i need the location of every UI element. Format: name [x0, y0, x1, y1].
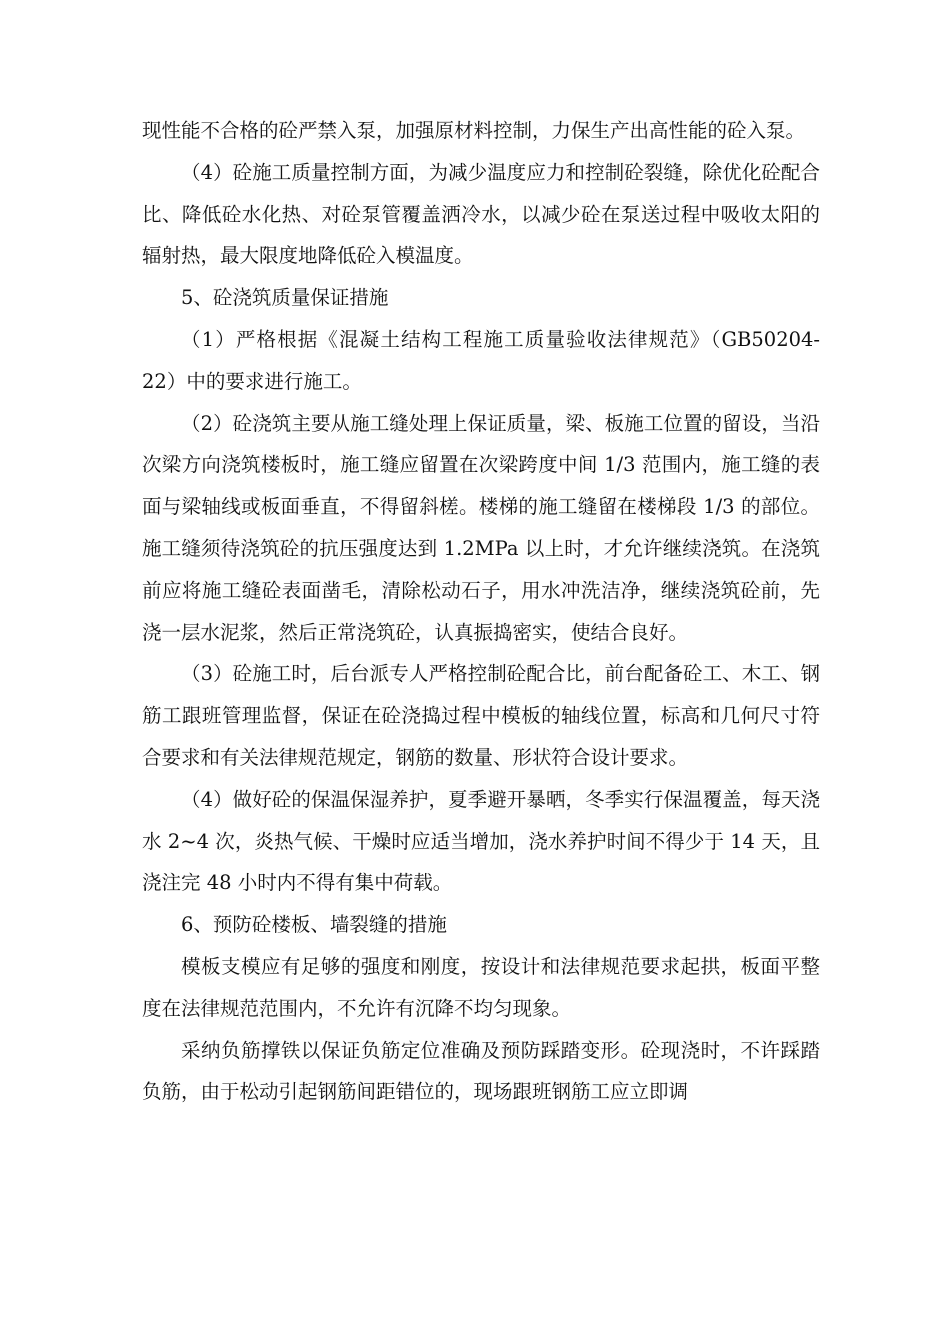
paragraph: （1）严格根据《混凝土结构工程施工质量验收法律规范》（GB50204-22）中的要求进行施工。	[142, 327, 820, 393]
paragraph: 现性能不合格的砼严禁入泵，加强原材料控制，力保生产出高性能的砼入泵。	[142, 119, 806, 142]
paragraph: 模板支模应有足够的强度和刚度，按设计和法律规范要求起拱，板面平整度在法律规范范围内，不允许有沉降不均匀现象。	[142, 954, 820, 1020]
paragraph: （4）做好砼的保温保湿养护，夏季避开暴晒，冬季实行保温覆盖，每天浇水 2~4 次，炎热气候、干燥时应适当增加，浇水养护时间不得少于 14 天，且浇注完 48 小时内不得有集中荷载。	[142, 787, 820, 895]
body-text	[142, 110, 820, 1113]
paragraph: （2）砼浇筑主要从施工缝处理上保证质量，梁、板施工位置的留设，当沿次梁方向浇筑楼板时，施工缝应留置在次梁跨度中间 1/3 范围内，施工缝的表面与梁轴线或板面垂直，不得留斜槎。楼梯的施工缝留在楼梯段 1/3 的部位。施工缝须待浇筑砼的抗压强度达到 1.2MPa 以上时，才允许继续浇筑。在浇筑前应将施工缝砼表面凿毛，清除松动石子，用水冲洗洁净，继续浇筑砼前，先浇一层水泥浆，然后正常浇筑砼，认真振捣密实，使结合良好。	[142, 411, 820, 644]
section-heading: 5、砼浇筑质量保证措施	[181, 286, 389, 310]
section-heading: 6、预防砼楼板、墙裂缝的措施	[181, 913, 447, 937]
paragraph: （4）砼施工质量控制方面，为减少温度应力和控制砼裂缝，除优化砼配合比、降低砼水化热、对砼泵管覆盖洒冷水，以减少砼在泵送过程中吸收太阳的辐射热，最大限度地降低砼入模温度。	[142, 160, 820, 268]
paragraph: 采纳负筋撑铁以保证负筋定位准确及预防踩踏变形。砼现浇时，不许踩踏负筋，由于松动引起钢筋间距错位的，现场跟班钢筋工应立即调	[142, 1038, 820, 1104]
paragraph: （3）砼施工时，后台派专人严格控制砼配合比，前台配备砼工、木工、钢筋工跟班管理监督，保证在砼浇捣过程中模板的轴线位置，标高和几何尺寸符合要求和有关法律规范规定，钢筋的数量、形状符合设计要求。	[142, 662, 820, 769]
